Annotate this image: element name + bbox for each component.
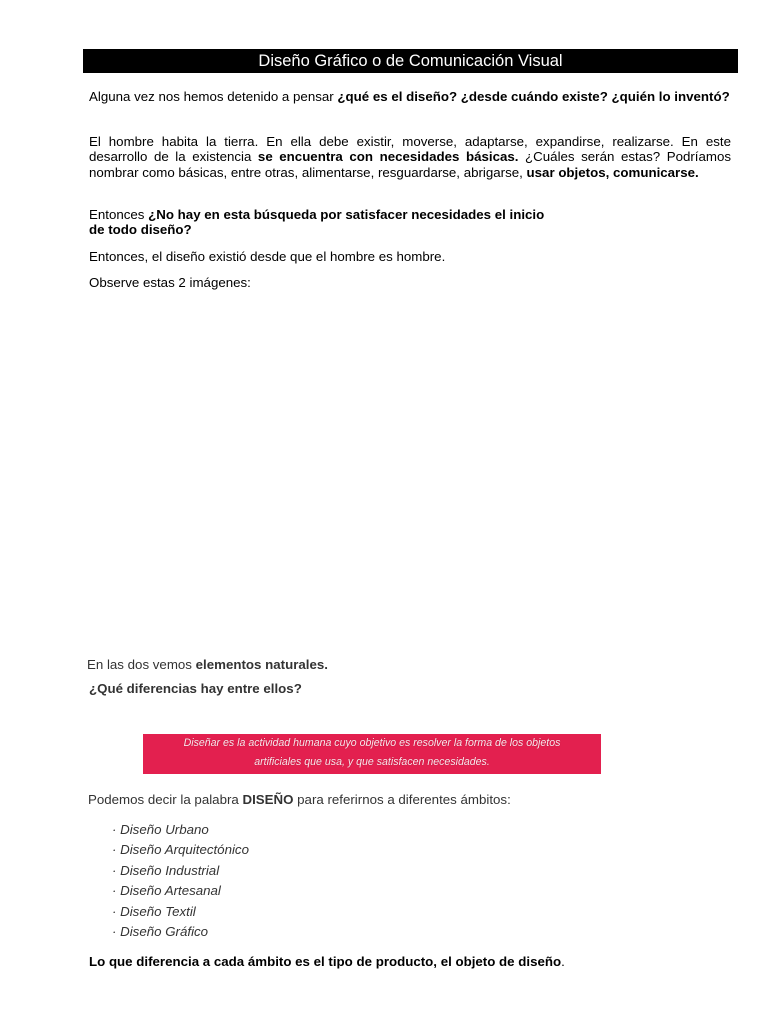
paragraph-conclusion-tail: . bbox=[561, 954, 565, 969]
list-item: · Diseño Textil bbox=[112, 903, 196, 919]
paragraph-question-bold-1: ¿No hay en esta búsqueda por satisfacer necesidades el inicio bbox=[148, 207, 545, 222]
paragraph-question bbox=[89, 207, 731, 238]
paragraph-needs-bold-1: se encuentra con necesidades básicas. bbox=[257, 149, 519, 165]
paragraph-conclusion bbox=[89, 954, 731, 969]
design-areas-list bbox=[112, 822, 249, 944]
intro-lead: Alguna vez nos hemos detenido a pensar bbox=[89, 89, 338, 104]
intro-question: ¿qué es el diseño? ¿desde cuándo existe? ¿quién lo inventó? bbox=[337, 89, 730, 104]
paragraph-needs bbox=[89, 134, 731, 180]
intro-paragraph bbox=[89, 89, 731, 104]
paragraph-differences bbox=[89, 681, 731, 696]
paragraph-design-lead: Podemos decir la palabra bbox=[88, 792, 243, 807]
paragraph-natural-lead: En las dos vemos bbox=[87, 657, 196, 672]
paragraph-question-bold-2: de todo diseño? bbox=[89, 222, 192, 238]
paragraph-differences-bold: ¿Qué diferencias hay entre ellos? bbox=[89, 681, 302, 696]
list-item: · Diseño Industrial bbox=[112, 862, 220, 878]
page-title: Diseño Gráfico o de Comunicación Visual bbox=[83, 49, 738, 73]
definition-line-1: Diseñar es la actividad humana cuyo objetivo es resolver la forma de los objetos bbox=[183, 737, 561, 749]
paragraph-observe: Observe estas 2 imágenes: bbox=[89, 275, 251, 290]
list-item: · Diseño Urbano bbox=[112, 822, 209, 837]
definition-line-2: artificiales que usa, y que satisfacen necesidades. bbox=[254, 756, 490, 768]
list-item: · Diseño Arquitectónico bbox=[112, 842, 249, 858]
definition-banner bbox=[143, 734, 601, 774]
paragraph-design-bold: DISEÑO bbox=[242, 792, 294, 807]
list-item: · Diseño Artesanal bbox=[112, 883, 221, 899]
paragraph-needs-bold-2: usar objetos, comunicarse. bbox=[526, 164, 699, 180]
paragraph-needs-text-2: ¿Cuáles serán estas? Podríamos nombrar como básicas, entre otras, alimentarse, resguardarse, abrigarse, bbox=[89, 149, 731, 180]
paragraph-existence: Entonces, el diseño existió desde que el hombre es hombre. bbox=[89, 249, 446, 264]
paragraph-natural-bold: elementos naturales. bbox=[195, 657, 328, 672]
list-item: · Diseño Gráfico bbox=[112, 923, 209, 939]
images-area bbox=[89, 300, 731, 640]
paragraph-needs-text-1: El hombre habita la tierra. En ella debe existir, moverse, adaptarse, expandirse, realizarse. En este desarrollo de la existencia bbox=[89, 134, 731, 165]
paragraph-natural-elements bbox=[87, 657, 729, 672]
paragraph-conclusion-bold: Lo que diferencia a cada ámbito es el tipo de producto, el objeto de diseño bbox=[89, 954, 562, 969]
paragraph-question-lead: Entonces bbox=[89, 207, 149, 222]
paragraph-design-word bbox=[88, 792, 730, 807]
paragraph-design-tail: para referirnos a diferentes ámbitos: bbox=[293, 792, 511, 807]
